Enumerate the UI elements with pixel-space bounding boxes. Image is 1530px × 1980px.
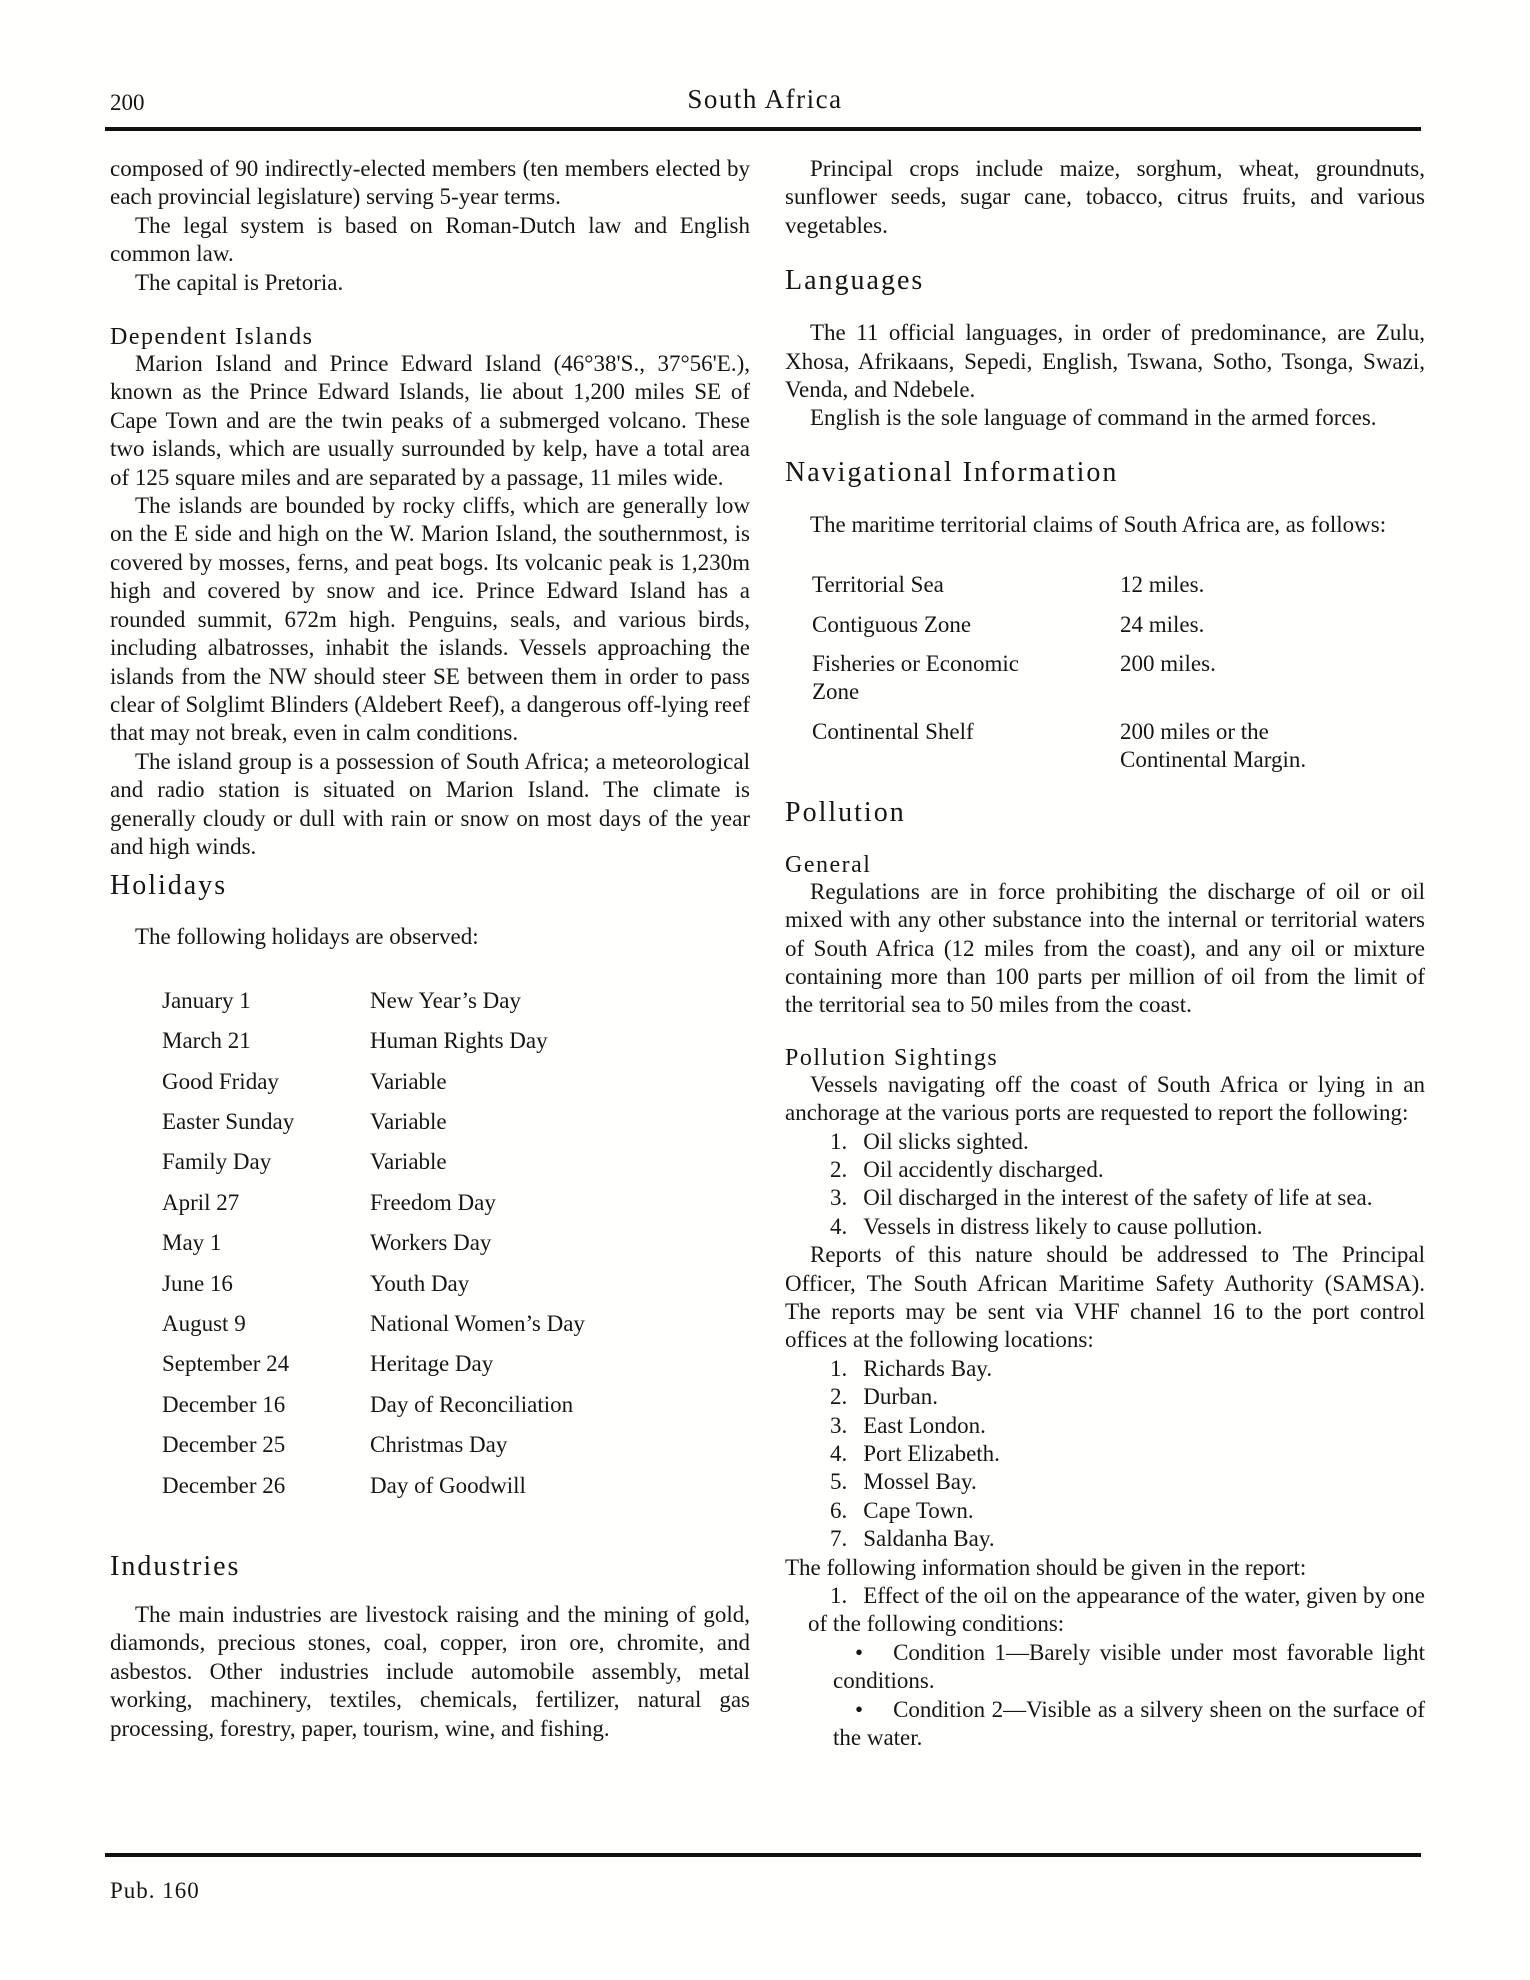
holiday-name: Variable [370,1068,447,1094]
numbered-item [785,1412,1425,1440]
numbered-item [785,1128,1425,1156]
paragraph: Reports of this nature should be addressed to The Principal Officer, The South African Maritime Safety Authority (SAMSA). The reports may be sent via VHF channel 16 to the port control offices at the following locations: [785,1242,1425,1353]
column-right [785,155,1425,1752]
numbered-item [785,1184,1425,1212]
holiday-date: December 25 [162,1432,286,1458]
holiday-name: Freedom Day [370,1189,496,1215]
numbered-item [785,1156,1425,1184]
report-items-list [785,1128,1425,1242]
section-heading-navigational-information: Navigational Information [785,456,1119,488]
holidays-table [110,987,750,1500]
footer-rule [105,1853,1421,1857]
item-text: Effect of the oil on the appearance of the water, given by one of the following conditions: [808,1583,1425,1637]
port-locations-list [785,1355,1425,1554]
claim-row [785,718,1425,775]
holiday-date: Good Friday [162,1068,279,1094]
holiday-row [110,1310,750,1338]
subheading-pollution-sightings: Pollution Sightings [785,1044,999,1071]
header-rule [105,127,1421,131]
item-text: Durban. [863,1384,938,1410]
paragraph: The legal system is based on Roman-Dutch law and English common law. [110,212,750,267]
item-number: 3. [830,1185,848,1211]
item-text: Condition 1—Barely visible under most favorable light conditions. [833,1639,1425,1694]
bullet-icon: • [855,1639,864,1665]
holiday-name: Day of Goodwill [370,1472,526,1498]
claim-label: Fisheries or Economic Zone [812,651,1019,705]
subheading-dependent-islands: Dependent Islands [110,324,314,351]
numbered-item [785,1355,1425,1383]
item-text: East London. [863,1412,986,1438]
item-number: 2. [830,1156,848,1182]
item-text: Saldanha Bay. [863,1526,995,1552]
paragraph: The main industries are livestock raising and the mining of gold, diamonds, precious stones, coal, copper, iron ore, chromite, and asbestos. Other industries include automobile assembly, metal working, machinery, textiles, chemicals, fertilizer, natural gas processing, forestry, paper, tourism, wine, and fishing. [110,1602,750,1741]
numbered-item [785,1383,1425,1411]
paragraph: Vessels navigating off the coast of South Africa or lying in an anchorage at the various ports are requested to report the following: [785,1071,1425,1126]
holiday-name: Christmas Day [370,1432,508,1458]
holiday-row [110,1229,750,1257]
column-left [110,155,750,1743]
numbered-item [785,1213,1425,1241]
item-number: 4. [830,1441,848,1466]
section-heading-holidays: Holidays [110,870,228,902]
paragraph: Principal crops include maize, sorghum, wheat, groundnuts, sunflower seeds, sugar cane, tobacco, citrus fruits, and various vegetables. [785,156,1425,238]
claim-row [785,611,1425,639]
paragraph: Regulations are in force prohibiting the discharge of oil or oil mixed with any other substance into the internal or territorial waters of South Africa (12 miles from the coast), and any oil or mixture containing more than 100 parts per million of oil from the limit of the territorial sea to 50 miles from the coast. [785,878,1425,1018]
claim-value: 200 miles. [1120,651,1216,677]
holiday-date: May 1 [162,1230,222,1256]
holiday-date: January 1 [162,987,251,1013]
item-number: 1. [830,1355,848,1381]
item-number: 4. [830,1213,848,1239]
holiday-row [110,1108,750,1136]
paragraph: The following information should be given in the report: [785,1554,1307,1580]
item-text: Port Elizabeth. [863,1441,1000,1466]
holiday-name: Workers Day [370,1230,492,1256]
paragraph: The capital is Pretoria. [135,269,344,295]
page-number: 200 [110,90,145,115]
holiday-row [110,1270,750,1298]
item-text: Oil discharged in the interest of the safety of life at sea. [863,1185,1373,1211]
item-text: Richards Bay. [863,1355,993,1381]
holiday-date: December 26 [162,1472,286,1498]
holiday-name: Youth Day [370,1270,470,1296]
item-text: Oil accidently discharged. [863,1156,1104,1182]
paragraph: The 11 official languages, in order of predominance, are Zulu, Xhosa, Afrikaans, Sepedi, English, Tswana, Sotho, Tsonga, Swazi, Venda, and Ndebele. [785,320,1425,403]
item-number: 2. [830,1384,848,1410]
paragraph: The islands are bounded by rocky cliffs, which are generally low on the E side and high on the W. Marion Island, the southernmost, is covered by mosses, ferns, and peat bogs. Its volcanic peak is 1,230m high and covered by snow and ice. Prince Edward Island has a rounded summit, 672m high. Penguins, seals, and various birds, including albatrosses, inhabit the islands. Vessels approaching the islands from the NW should steer SE between them in order to pass clear of Solglimt Blinders (Aldebert Reef), a dangerous off-lying reef that may not break, even in calm conditions. [110,493,750,746]
claim-label: Continental Shelf [812,718,974,744]
holiday-date: December 16 [162,1391,286,1417]
holiday-row [110,1350,750,1378]
item-number: 7. [830,1526,848,1552]
holiday-name: New Year’s Day [370,987,521,1013]
holiday-row [110,1148,750,1176]
item-text: Vessels in distress likely to cause pollution. [863,1213,1263,1239]
subheading-general: General [785,851,872,878]
holiday-date: April 27 [162,1189,240,1215]
holiday-date: August 9 [162,1311,246,1336]
numbered-item [785,1497,1425,1525]
numbered-item [785,1582,1425,1639]
claim-row [785,650,1425,707]
publication-number: Pub. 160 [110,1878,200,1903]
claim-value: 24 miles. [1120,611,1205,637]
claim-value: 200 miles or the Continental Margin. [1120,718,1307,773]
numbered-item [785,1468,1425,1496]
paragraph: English is the sole language of command in the armed forces. [810,405,1377,431]
holiday-name: Heritage Day [370,1351,494,1377]
claim-label: Territorial Sea [812,572,944,598]
section-heading-pollution: Pollution [785,796,906,828]
holiday-row [110,1068,750,1096]
section-heading-industries: Industries [110,1551,241,1583]
holiday-date: June 16 [162,1270,233,1296]
item-text: Mossel Bay. [863,1469,977,1495]
item-text: Oil slicks sighted. [863,1128,1029,1154]
holiday-row [110,1391,750,1419]
paragraph: The maritime territorial claims of South Africa are, as follows: [810,511,1387,537]
item-number: 3. [830,1412,848,1438]
numbered-item [785,1525,1425,1553]
page-title: South Africa [687,84,843,114]
bullet-item [785,1639,1425,1696]
item-text: Condition 2—Visible as a silvery sheen on the surface of the water. [833,1696,1425,1751]
holiday-date: Family Day [162,1149,272,1175]
holiday-row [110,987,750,1015]
paragraph: The following holidays are observed: [135,924,479,950]
paragraph: composed of 90 indirectly-elected members (ten members elected by each provincial legislature) serving 5-year terms. [110,156,750,210]
bullet-icon: • [855,1696,864,1722]
maritime-claims-table [785,571,1425,774]
section-heading-languages: Languages [785,265,925,297]
numbered-item [785,1440,1425,1468]
holiday-row [110,1189,750,1217]
paragraph: Marion Island and Prince Edward Island (46°38'S., 37°56'E.), known as the Prince Edward Islands, lie about 1,200 miles SE of Cape Town and are the twin peaks of a submerged volcano. These two islands, which are usually surrounded by kelp, have a total area of 125 square miles and are separated by a passage, 11 miles wide. [110,351,750,490]
holiday-row [110,1027,750,1055]
item-number: 5. [830,1469,848,1495]
claim-row [785,571,1425,599]
holiday-name: Variable [370,1149,447,1175]
holiday-name: Human Rights Day [370,1028,548,1054]
holiday-date: September 24 [162,1351,290,1377]
bullet-item [785,1696,1425,1753]
claim-label: Contiguous Zone [812,611,972,637]
holiday-row [110,1472,750,1500]
item-number: 6. [830,1497,848,1523]
holiday-row [110,1431,750,1459]
item-number: 1. [830,1128,848,1154]
claim-value: 12 miles. [1120,572,1205,598]
conditions-list [785,1639,1425,1753]
holiday-date: Easter Sunday [162,1108,295,1134]
item-text: Cape Town. [863,1497,974,1523]
holiday-date: March 21 [162,1028,251,1054]
paragraph: The island group is a possession of South Africa; a meteorological and radio station is situated on Marion Island. The climate is generally cloudy or dull with rain or snow on most days of the year and high winds. [110,748,750,859]
holiday-name: National Women’s Day [370,1311,585,1336]
holiday-name: Variable [370,1108,447,1134]
item-number: 1. [830,1583,848,1609]
holiday-name: Day of Reconciliation [370,1391,574,1417]
